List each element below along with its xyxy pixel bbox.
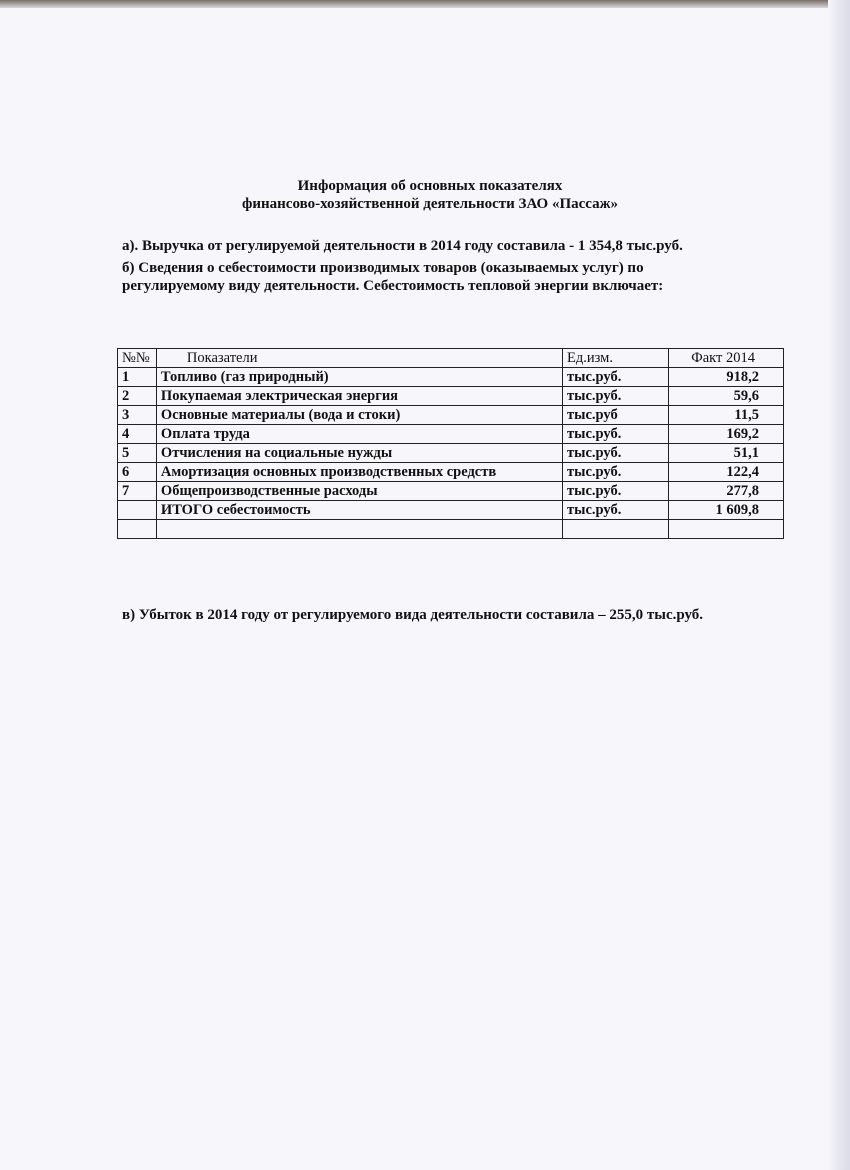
- loss-paragraph: в) Убыток в 2014 году от регулируемого вида деятельности составила – 255,0 тыс.руб.: [122, 607, 704, 623]
- cost-intro-line-2: регулируемому виду деятельности. Себестоимость тепловой энергии включает:: [122, 278, 664, 294]
- table-row: [118, 444, 784, 463]
- row-unit: тыс.руб.: [563, 425, 669, 444]
- table-row: [118, 425, 784, 444]
- table-total-row: [118, 501, 784, 520]
- row-name: Топливо (газ природный): [156, 368, 562, 387]
- revenue-paragraph: а). Выручка от регулируемой деятельности в 2014 году составила - 1 354,8 тыс.руб.: [122, 238, 683, 254]
- row-value: 277,8: [669, 482, 784, 501]
- row-num: 6: [118, 463, 157, 482]
- row-name: Общепроизводственные расходы: [156, 482, 562, 501]
- row-name: Основные материалы (вода и стоки): [156, 406, 562, 425]
- row-value: 918,2: [669, 368, 784, 387]
- header-num: №№: [118, 349, 157, 368]
- title-line-2: финансово-хозяйственной деятельности ЗАО «Пассаж»: [241, 196, 619, 212]
- row-value: 169,2: [669, 425, 784, 444]
- empty-cell: [118, 520, 157, 539]
- title-line-1: Информация об основных показателях: [297, 178, 563, 194]
- header-value: Факт 2014: [669, 349, 784, 368]
- scan-right-edge: [828, 0, 850, 1170]
- table-row: [118, 368, 784, 387]
- row-num: 4: [118, 425, 157, 444]
- row-name: Отчисления на социальные нужды: [156, 444, 562, 463]
- row-num: 5: [118, 444, 157, 463]
- row-unit: тыс.руб.: [563, 482, 669, 501]
- row-name: Амортизация основных производственных средств: [156, 463, 562, 482]
- total-name: ИТОГО себестоимость: [156, 501, 562, 520]
- table-row: [118, 482, 784, 501]
- row-num: 7: [118, 482, 157, 501]
- empty-cell: [156, 520, 562, 539]
- row-num: 2: [118, 387, 157, 406]
- total-num: [118, 501, 157, 520]
- row-unit: тыс.руб.: [563, 368, 669, 387]
- table-row: [118, 463, 784, 482]
- row-num: 3: [118, 406, 157, 425]
- table-empty-row: [118, 520, 784, 539]
- row-num: 1: [118, 368, 157, 387]
- table-row: [118, 406, 784, 425]
- row-value: 11,5: [669, 406, 784, 425]
- empty-cell: [669, 520, 784, 539]
- table-row: [118, 387, 784, 406]
- total-value: 1 609,8: [669, 501, 784, 520]
- row-unit: тыс.руб.: [563, 387, 669, 406]
- header-name: Показатели: [156, 349, 562, 368]
- row-unit: тыс.руб.: [563, 444, 669, 463]
- row-unit: тыс.руб: [563, 406, 669, 425]
- document-title: [0, 177, 850, 213]
- row-name: Покупаемая электрическая энергия: [156, 387, 562, 406]
- header-unit: Ед.изм.: [563, 349, 669, 368]
- row-name: Оплата труда: [156, 425, 562, 444]
- row-value: 122,4: [669, 463, 784, 482]
- row-unit: тыс.руб.: [563, 463, 669, 482]
- table-header-row: [118, 349, 784, 368]
- cost-intro-line-1: б) Сведения о себестоимости производимых товаров (оказываемых услуг) по: [122, 260, 644, 276]
- row-value: 51,1: [669, 444, 784, 463]
- row-value: 59,6: [669, 387, 784, 406]
- total-unit: тыс.руб.: [563, 501, 669, 520]
- cost-table: [117, 348, 784, 539]
- empty-cell: [563, 520, 669, 539]
